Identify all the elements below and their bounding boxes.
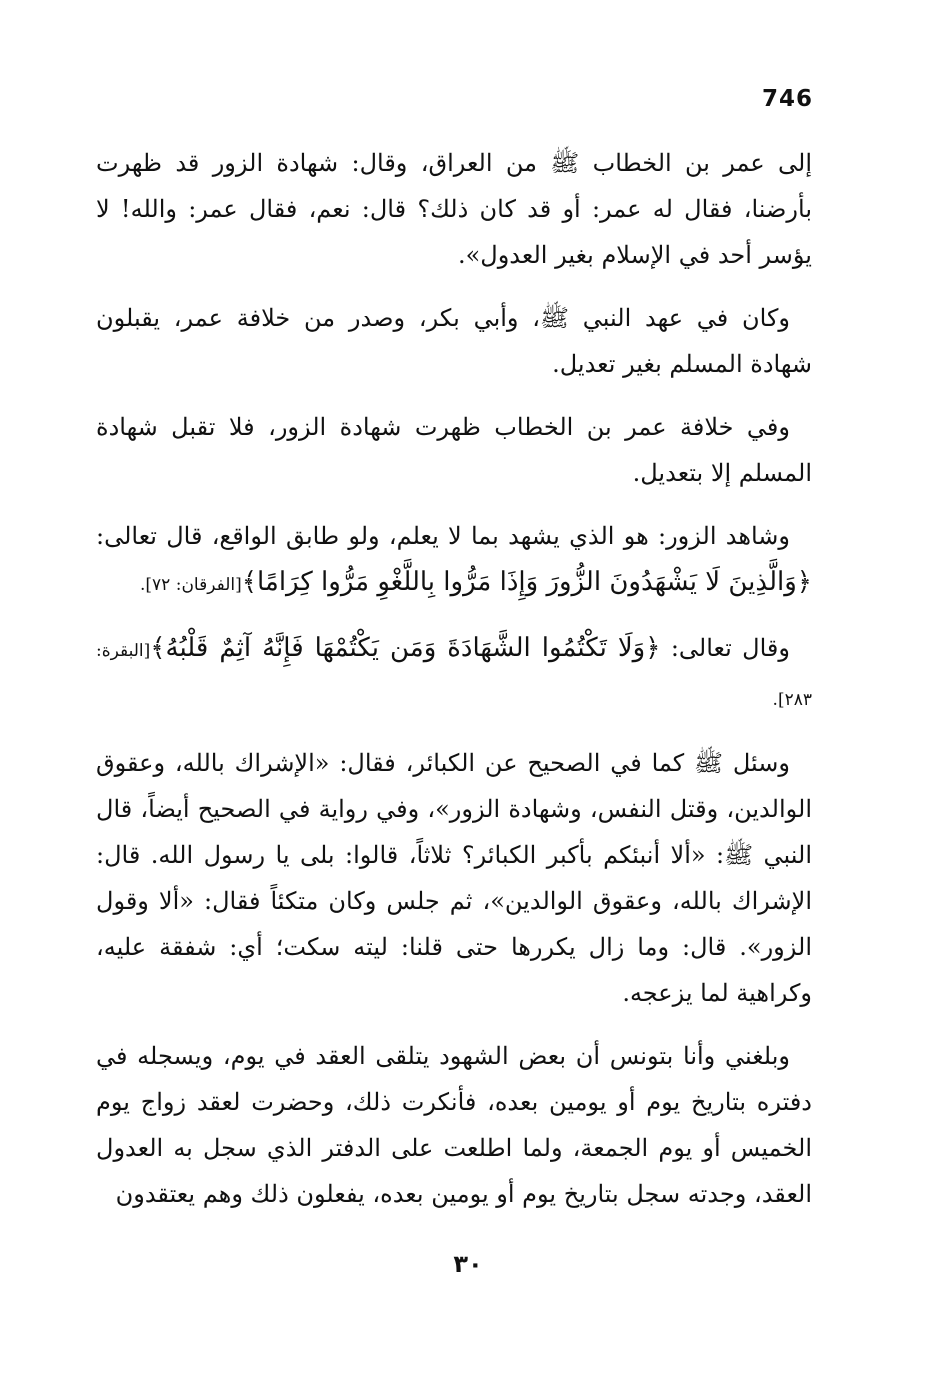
quran-verse-2: ﴿وَلَا تَكْتُمُوا الشَّهَادَةَ وَمَن يَكْتُمْهَا فَإِنَّهُ آثِمٌ قَلْبُهُ﴾ <box>150 633 661 663</box>
quran-verse-1: ﴿وَالَّذِينَ لَا يَشْهَدُونَ الزُّورَ وَإِذَا مَرُّوا بِاللَّغْوِ مَرُّوا كِرَامًا﴾ <box>241 567 812 597</box>
verse-1-reference: [الفرقان: ٧٢]. <box>140 575 242 595</box>
paragraph-6: وسئل ﷺ كما في الصحيح عن الكبائر، فقال: «الإشراك بالله، وعقوق الوالدين، وقتل النفس، وشهادة الزور»، وفي رواية في الصحيح أيضاً، قال النبي ﷺ: «ألا أنبئكم بأكبر الكبائر؟ ثلاثاً، قالوا: بلى يا رسول الله. قال: الإشراك بالله، وعقوق الوالدين»، ثم جلس وكان متكئاً فقال: «ألا وقول الزور». قال: وما زال يكررها حتى قلنا: ليته سكت؛ أي: شفقة عليه، وكراهية لما يزعجه. <box>96 749 812 1007</box>
paragraph-4 <box>96 513 812 608</box>
paragraph-2: وكان في عهد النبي ﷺ، وأبي بكر، وصدر من خلافة عمر، يقبلون شهادة المسلم بغير تعديل. <box>96 304 812 378</box>
page-number-bottom: ٣٠ <box>453 1250 483 1278</box>
page-number-top: 746 <box>762 86 814 112</box>
paragraph-5 <box>96 625 812 723</box>
paragraph-1: إلى عمر بن الخطاب ﷺ من العراق، وقال: شهادة الزور قد ظهرت بأرضنا، فقال له عمر: أو قد كان ذلك؟ قال: نعم، فقال عمر: والله! لا يؤسر أحد في الإسلام بغير العدول». <box>96 149 812 269</box>
page-body <box>96 140 812 1234</box>
paragraph-3: وفي خلافة عمر بن الخطاب ظهرت شهادة الزور، فلا تقبل شهادة المسلم إلا بتعديل. <box>96 413 812 487</box>
verse-2-intro: وقال تعالى: <box>670 634 790 662</box>
paragraph-7: وبلغني وأنا بتونس أن بعض الشهود يتلقى العقد في يوم، ويسجله في دفتره بتاريخ يوم أو يومين بعده، فأنكرت ذلك، وحضرت لعقد زواج يوم الخميس أو يوم الجمعة، ولما اطلعت على الدفتر الذي سجل به العدول العقد، وجدته سجل بتاريخ يوم أو يومين بعده، يفعلون ذلك وهم يعتقدون <box>96 1042 812 1208</box>
verse-2-reference: [البقرة: ٢٨٣]. <box>96 641 812 710</box>
paragraph-4-text: وشاهد الزور: هو الذي يشهد بما لا يعلم، ولو طابق الواقع، قال تعالى: <box>96 522 790 550</box>
